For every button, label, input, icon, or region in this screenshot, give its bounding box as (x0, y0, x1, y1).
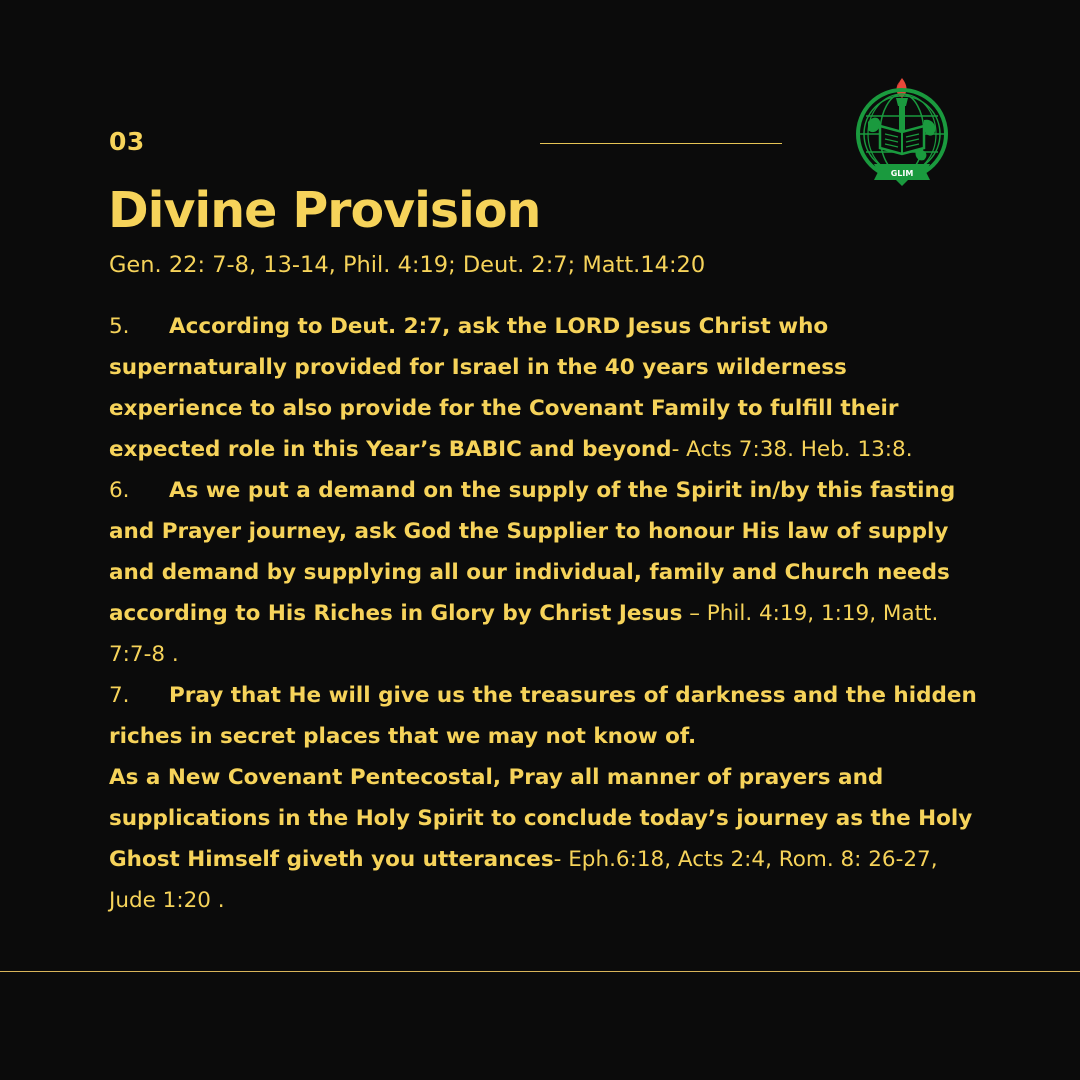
scripture-references: Gen. 22: 7-8, 13-14, Phil. 4:19; Deut. 2:7; Matt.14:20 (109, 252, 706, 278)
closing-refs: - Eph.6:18, Acts 2:4, Rom. 8: 26-27, Jude 1:20 . (109, 847, 938, 913)
prayer-refs: – Phil. 4:19, 1:19, Matt. 7:7-8 . (109, 601, 939, 667)
day-number: 03 (109, 127, 145, 156)
prayer-point-7 (109, 675, 979, 757)
page-title: Divine Provision (108, 182, 541, 239)
closing-text: As a New Covenant Pentecostal, Pray all manner of prayers and supplications in the Holy Spirit to conclude today’s journey as the Holy Ghost Himself giveth you utterances (109, 765, 973, 872)
prayer-text: As we put a demand on the supply of the Spirit in/by this fasting and Prayer journey, ask God the Supplier to honour His law of supply and demand by supplying all our individual, family and Church needs according to His Riches in Glory by Christ Jesus (109, 478, 956, 626)
prayer-refs: - Acts 7:38. Heb. 13:8. (671, 437, 913, 462)
footer-divider (0, 971, 1080, 972)
prayer-text: According to Deut. 2:7, ask the LORD Jesus Christ who supernaturally provided for Israel in the 40 years wilderness experience to also provide for the Covenant Family to fulfill their expected role in this Year’s BABIC and beyond (109, 314, 899, 462)
closing-prayer (109, 757, 979, 921)
prayer-points (109, 306, 979, 921)
prayer-point-5 (109, 306, 979, 470)
globe-bible-torch-icon (846, 76, 958, 186)
prayer-number: 5. (109, 314, 130, 339)
prayer-point-6 (109, 470, 979, 675)
glim-logo (846, 76, 958, 186)
prayer-number: 6. (109, 478, 130, 503)
prayer-text: Pray that He will give us the treasures of darkness and the hidden riches in secret places that we may not know of. (109, 683, 977, 749)
logo-text: GLIM (890, 169, 914, 178)
header-divider (540, 143, 782, 144)
prayer-number: 7. (109, 683, 130, 708)
